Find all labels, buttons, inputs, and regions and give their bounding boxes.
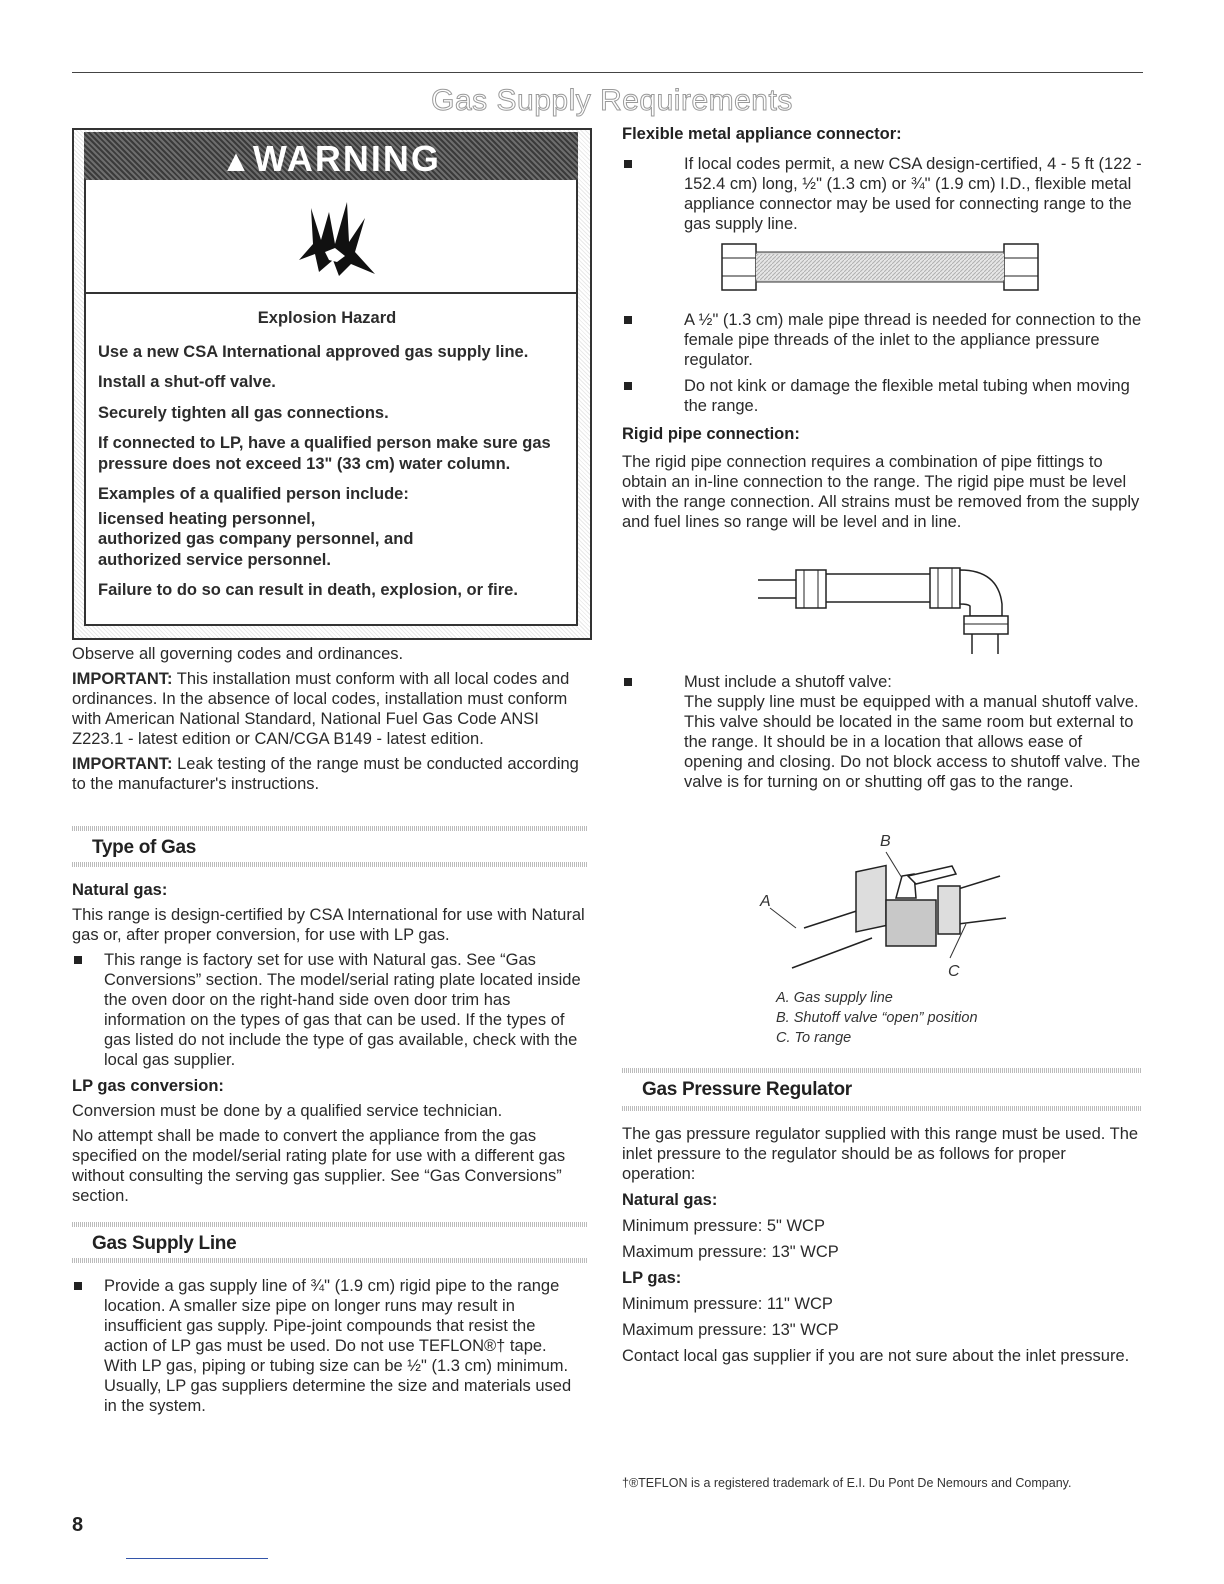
footnote: †®TEFLON is a registered trademark of E.I. Du Pont De Nemours and Company.: [622, 1476, 1072, 1490]
important-note-2: [72, 754, 588, 794]
flex-bullet: A ½" (1.3 cm) male pipe thread is needed for connection to the female pipe threads of the inlet to the appliance pressure regulator.: [622, 310, 1142, 370]
contact-text: Contact local gas supplier if you are not sure about the inlet pressure.: [622, 1347, 1130, 1365]
important-label: IMPORTANT:: [72, 755, 173, 773]
natural-min-pressure: Minimum pressure: 5" WCP: [622, 1217, 825, 1235]
flex-bullet: If local codes permit, a new CSA design-certified, 4 - 5 ft (122 - 152.4 cm) long, ½" (1.3 cm) or ¾" (1.9 cm) I.D., flexible metal appliance connector may be used for connecting range to the gas supply line.: [622, 154, 1142, 234]
observe-text: Observe all governing codes and ordinances.: [72, 645, 404, 663]
section-title: Type of Gas: [92, 837, 197, 858]
regulator-content: [622, 1124, 1142, 1366]
warning-triangle-icon: ▲: [221, 145, 253, 178]
warning-line: Use a new CSA International approved gas supply line.: [98, 342, 529, 361]
warning-line: Examples of a qualified person include:: [98, 485, 409, 503]
warning-line: Install a shut-off valve.: [98, 373, 276, 391]
warning-header: [84, 132, 578, 180]
right-column-top: [622, 124, 1142, 234]
regulator-text: The gas pressure regulator supplied with this range must be used. The inlet pressure to the regulator should be as follows for proper operation:: [622, 1125, 1139, 1183]
warning-hazard-title: Explosion Hazard: [257, 309, 397, 327]
lp-max-pressure: Maximum pressure: 13" WCP: [622, 1321, 839, 1339]
natural-gas-heading: Natural gas:: [622, 1191, 718, 1209]
valve-label-a: A: [760, 893, 771, 910]
top-rule: [72, 72, 1143, 73]
flexible-connector-illustration: [712, 240, 1048, 296]
natural-gas-text: This range is design-certified by CSA International for use with Natural gas or, after proper conversion, for use with LP gas.: [72, 906, 585, 944]
section-gas-supply-line: [72, 1222, 588, 1264]
rigid-pipe-heading: Rigid pipe connection:: [622, 425, 800, 443]
section-title: Gas Supply Line: [92, 1233, 237, 1254]
important-text: This installation must conform with all local codes and ordinances. In the absence of local codes, installation must conform with American National Standard, National Fuel Gas Code ANSI Z223.1 - latest edition or CAN/CGA B149 - latest edition.: [72, 670, 570, 748]
caption-line: B. Shutoff valve “open” position: [776, 1010, 978, 1026]
flex-bullet: Do not kink or damage the flexible metal tubing when moving the range.: [622, 376, 1142, 416]
natural-max-pressure: Maximum pressure: 13" WCP: [622, 1243, 839, 1261]
lp-min-pressure: Minimum pressure: 11" WCP: [622, 1295, 833, 1313]
important-text: Leak testing of the range must be conducted according to the manufacturer's instructions.: [72, 755, 579, 793]
explosion-icon: [291, 200, 381, 280]
shutoff-bullet: Must include a shutoff valve: The supply line must be equipped with a manual shutoff valve. This valve should be located in the same room but external to the range. It should be in a location that allows ease of opening and closing. Do not block access to shutoff valve. The valve is for turning on or shutting off gas to the range.: [622, 672, 1142, 792]
right-column-mid: [622, 310, 1142, 532]
valve-captions: [776, 988, 1076, 1048]
valve-label-b: B: [880, 833, 891, 850]
supply-line-bullet: Provide a gas supply line of ¾" (1.9 cm) rigid pipe to the range location. A smaller size pipe on longer runs may result in insufficient gas supply. Pipe-joint compounds that resist the action of LP gas must be used. Do not use TEFLON®† tape. With LP gas, piping or tubing size can be ½" (1.3 cm) minimum. Usually, LP gas suppliers determine the size and materials used in the system.: [72, 1276, 582, 1416]
warning-box: [72, 128, 592, 640]
lp-gas-heading: LP gas:: [622, 1269, 682, 1287]
warning-line: Failure to do so can result in death, explosion, or fire.: [98, 581, 518, 599]
shutoff-valve-illustration: [752, 828, 1032, 988]
warning-header-text: ▲WARNING: [221, 138, 441, 179]
rigid-pipe-text: The rigid pipe connection requires a combination of pipe fittings to obtain an in-line connection to the range. The rigid pipe must be level with the range connection. All strains must be removed from the supply and fuel lines so range will be level and in line.: [622, 453, 1140, 531]
lp-conversion-heading: LP gas conversion:: [72, 1077, 224, 1095]
section-title: Gas Pressure Regulator: [642, 1079, 852, 1100]
warning-line: licensed heating personnel, authorized gas company personnel, and authorized service personnel.: [98, 509, 414, 569]
type-of-gas-content: [72, 880, 588, 1206]
natural-gas-heading: Natural gas:: [72, 881, 168, 899]
lp-conversion-text: No attempt shall be made to convert the appliance from the gas specified on the model/serial rating plate for use with a different gas without consulting the serving gas supplier. See “Gas Conversions” section.: [72, 1127, 566, 1205]
natural-gas-bullet: This range is factory set for use with Natural gas. See “Gas Conversions” section. The model/serial rating plate located inside the oven door on the right-hand side oven door trim has information on the types of gas that can be used. If the types of gas listed do not include the type of gas available, check with the local gas supplier.: [72, 950, 588, 1070]
important-label: IMPORTANT:: [72, 670, 173, 688]
gas-supply-line-content: [72, 1276, 582, 1416]
warning-line: If connected to LP, have a qualified person make sure gas pressure does not exceed 13" (33 cm) water column.: [98, 434, 551, 473]
warning-line: Securely tighten all gas connections.: [98, 403, 389, 422]
section-type-of-gas: [72, 826, 588, 868]
flex-connector-heading: Flexible metal appliance connector:: [622, 125, 902, 143]
shutoff-valve-bullet: [622, 672, 1142, 792]
warning-body: [84, 292, 578, 626]
warning-icon-area: [84, 180, 578, 292]
bottom-link-line: [126, 1558, 268, 1559]
lp-conversion-text: Conversion must be done by a qualified service technician.: [72, 1102, 503, 1120]
section-gas-pressure-regulator: [622, 1068, 1142, 1110]
page-number: 8: [72, 1514, 84, 1536]
rigid-pipe-illustration: [758, 558, 1018, 658]
left-column-top: [72, 644, 588, 794]
caption-line: A. Gas supply line: [776, 990, 893, 1006]
caption-line: C. To range: [776, 1030, 852, 1046]
important-note-1: [72, 669, 588, 749]
valve-label-c: C: [948, 963, 960, 980]
page-title: Gas Supply Requirements: [431, 84, 793, 117]
